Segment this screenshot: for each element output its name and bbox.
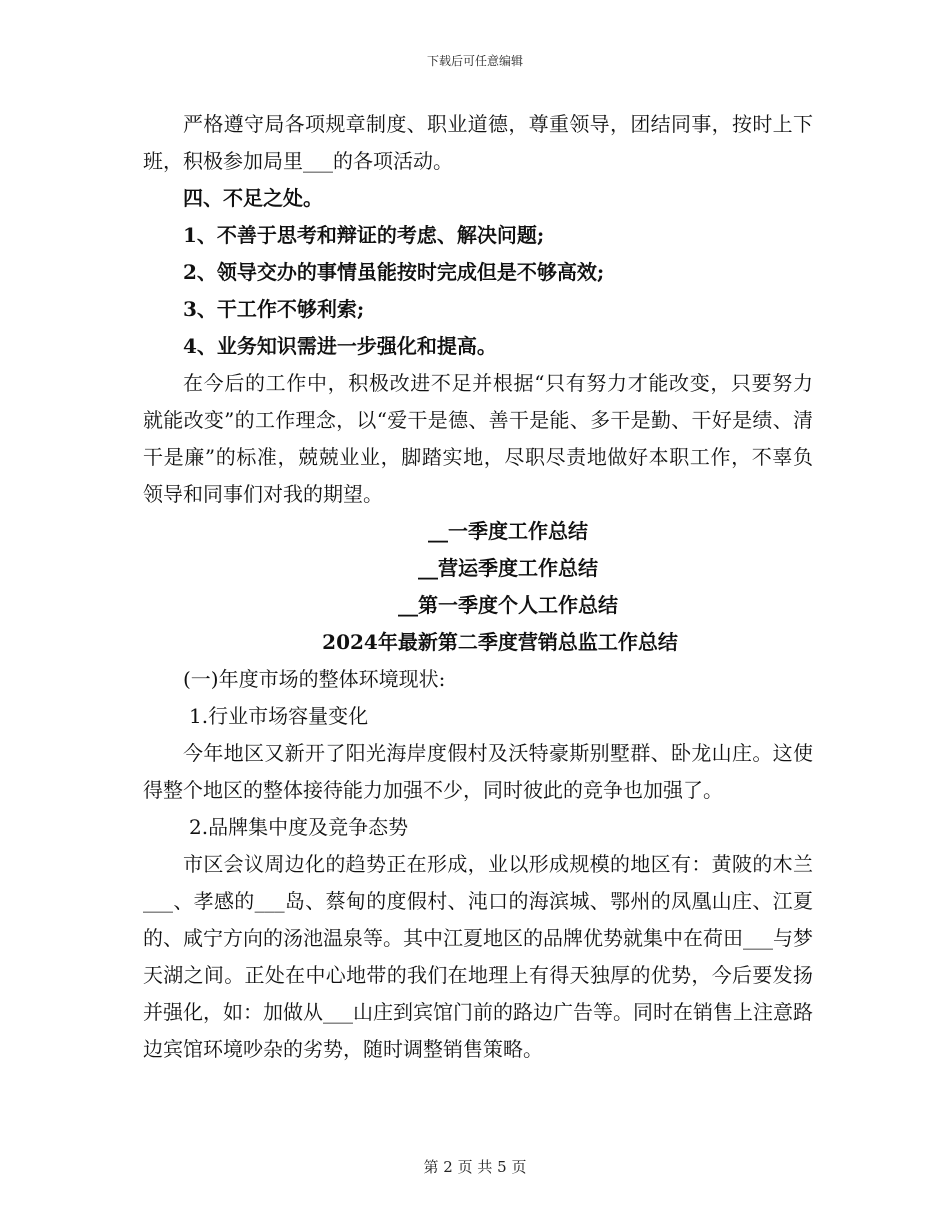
page-footer: 第 2 页 共 5 页 bbox=[423, 1158, 527, 1176]
title-operations-summary: __营运季度工作总结 bbox=[418, 556, 598, 580]
paragraph-conduct: 严格遵守局各项规章制度、职业道德，尊重领导，团结同事，按时上下班，积极参加局里___的各项活动。 bbox=[143, 112, 813, 173]
page-header: 下载后可任意编辑 bbox=[426, 54, 523, 68]
paragraph-future: 在今后的工作中，积极改进不足并根据“只有努力才能改变，只要努力就能改变”的工作理念，以“爱干是德、善干是能、多干是勤、干好是绩、清干是廉”的标准，兢兢业业，脚踏实地，尽职尽责地做好本职工作，不辜负领导和同事们对我的期望。 bbox=[143, 371, 813, 506]
title-q1-summary: __一季度工作总结 bbox=[428, 519, 588, 543]
paragraph-market-capacity: 今年地区又新开了阳光海岸度假村及沃特豪斯别墅群、卧龙山庄。这使得整个地区的整体接待能力加强不少，同时彼此的竞争也加强了。 bbox=[143, 741, 813, 802]
heading-shortcomings: 四、不足之处。 bbox=[183, 186, 323, 210]
section-heading: (一)年度市场的整体环境现状: bbox=[183, 667, 446, 691]
list-item-2: 2、领导交办的事情虽能按时完成但是不够高效; bbox=[183, 260, 605, 284]
title-personal-summary: __第一季度个人工作总结 bbox=[398, 593, 618, 617]
paragraph-brand-competition: 市区会议周边化的趋势正在形成，业以形成规模的地区有：黄陂的木兰___、孝感的___岛、蔡甸的度假村、沌口的海滨城、鄂州的凤凰山庄、江夏的、咸宁方向的汤池温泉等。其中江夏地区的品牌优势就集中在荷田___与梦天湖之间。正处在中心地带的我们在地理上有得天独厚的优势，今后要发扬并强化，如：加做从___山庄到宾馆门前的路边广告等。同时在销售上注意路边宾馆环境吵杂的劣势，随时调整销售策略。 bbox=[143, 852, 813, 1061]
list-item-4: 4、业务知识需进一步强化和提高。 bbox=[183, 334, 497, 358]
list-item-1: 1、不善于思考和辩证的考虑、解决问题; bbox=[183, 223, 545, 247]
document-body bbox=[143, 106, 813, 1068]
title-marketing-summary: 2024年最新第二季度营销总监工作总结 bbox=[322, 630, 678, 654]
list-item-3: 3、干工作不够利索; bbox=[183, 297, 365, 321]
subheading-market-capacity: 1.行业市场容量变化 bbox=[189, 704, 369, 728]
subheading-brand-competition: 2.品牌集中度及竞争态势 bbox=[189, 815, 409, 839]
